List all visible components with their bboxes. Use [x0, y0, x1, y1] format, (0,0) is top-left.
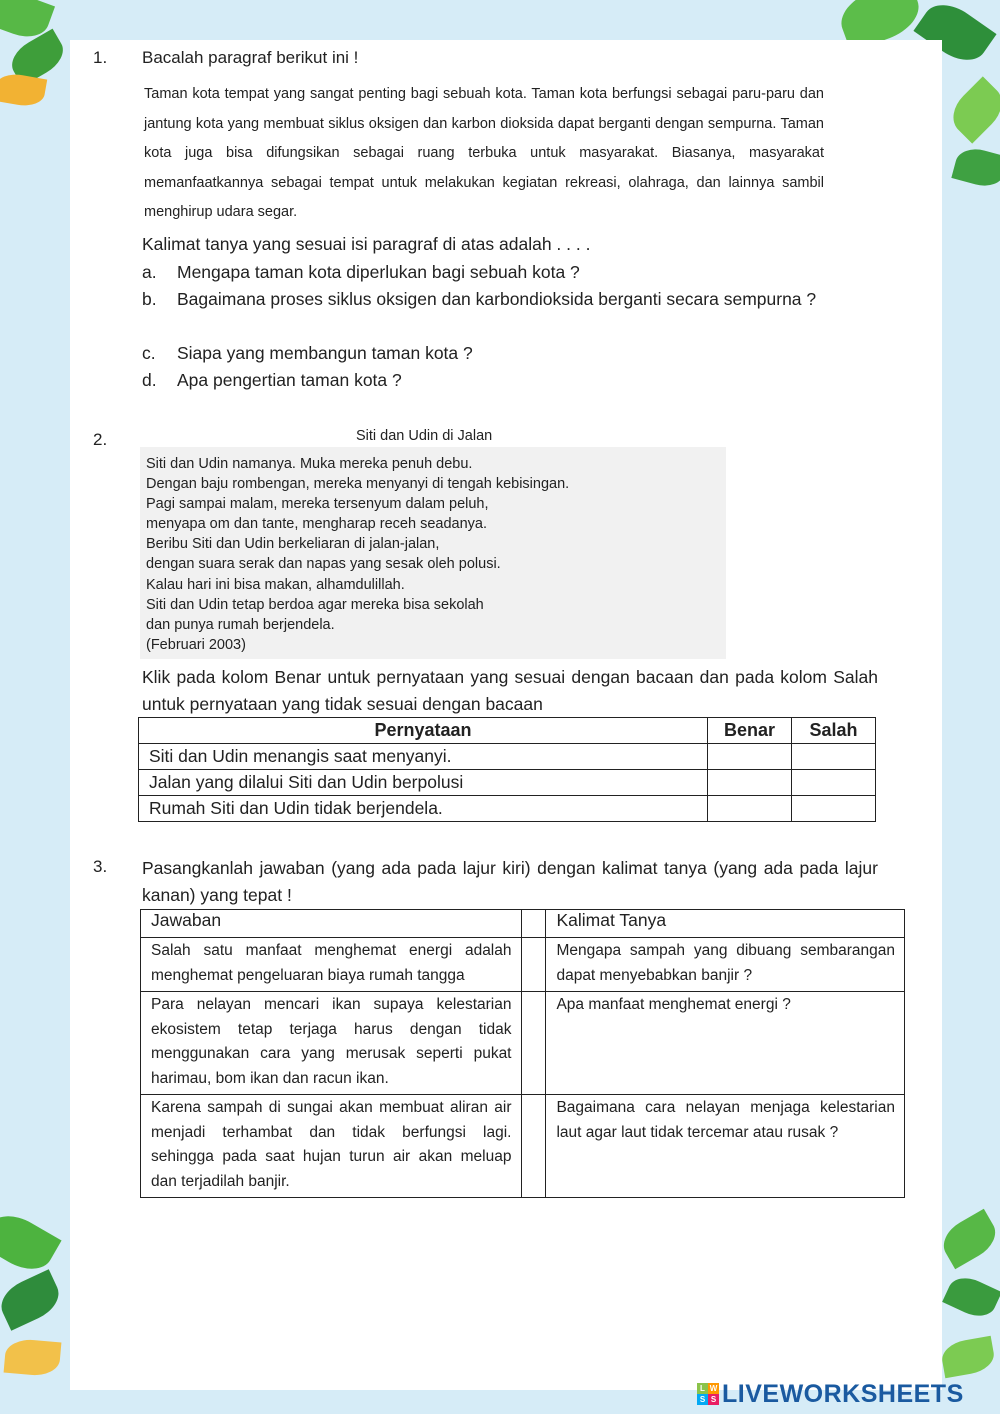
poem-box [140, 447, 726, 659]
match-slot-3[interactable] [521, 1095, 546, 1198]
option-d-text: Apa pengertian taman kota ? [177, 370, 402, 390]
matching-table [140, 909, 905, 1198]
statement-3: Rumah Siti dan Udin tidak berjendela. [139, 796, 708, 822]
header-kalimat-tanya: Kalimat Tanya [546, 910, 905, 938]
header-salah: Salah [792, 718, 876, 744]
statement-1: Siti dan Udin menangis saat menyanyi. [139, 744, 708, 770]
question-2-instruction: Klik pada kolom Benar untuk pernyataan yang sesuai dengan bacaan dan pada kolom Salah untuk pernyataan yang tidak sesuai dengan bacaan [142, 667, 878, 714]
question-1-paragraph: Taman kota tempat yang sangat penting bagi sebuah kota. Taman kota berfungsi sebagai paru-paru dan jantung kota yang membuat siklus oksigen dan karbon dioksida dapat berganti dengan sempurna. Taman kota juga bisa difungsikan sebagai ruang terbuka untuk masyarakat. Biasanya, masyarakat memanfaatkannya sebagai tempat untuk melakukan kegiatan rekreasi, olahraga, dan lainnya sambil menghirup udara segar. [144, 86, 824, 220]
poem-line: Dengan baju rombengan, mereka menyanyi di tengah kebisingan. [146, 476, 570, 493]
question-1-question: Kalimat tanya yang sesuai isi paragraf di atas adalah . . . . [142, 234, 591, 254]
poem-line: Pagi sampai malam, mereka tersenyum dalam peluh, [146, 496, 489, 513]
table-row [141, 992, 905, 1095]
option-b-text: Bagaimana proses siklus oksigen dan karbondioksida berganti secara sempurna ? [177, 289, 817, 309]
poem-title: Siti dan Udin di Jalan [356, 428, 493, 444]
match-slot-2[interactable] [521, 992, 546, 1095]
question-1-number: 1. [93, 48, 108, 67]
option-c-letter: c. [142, 343, 156, 363]
table-row [139, 796, 876, 822]
option-d[interactable] [142, 367, 878, 394]
kalimat-tanya-3[interactable]: Bagaimana cara nelayan menjaga kelestarian laut agar laut tidak tercemar atau rusak ? [546, 1095, 905, 1198]
poem-date: (Februari 2003) [146, 636, 246, 653]
poem-line: menyapa om dan tante, mengharap receh seadanya. [146, 516, 487, 533]
logo-mark-letter: L [697, 1383, 708, 1394]
salah-cell-3[interactable] [792, 796, 876, 822]
header-jawaban: Jawaban [141, 910, 522, 938]
liveworksheets-logo [697, 1379, 964, 1409]
option-d-letter: d. [142, 370, 157, 390]
poem-line: dan punya rumah berjendela. [146, 616, 335, 633]
option-a[interactable] [142, 259, 878, 286]
question-3-instruction: Pasangkanlah jawaban (yang ada pada lajur kiri) dengan kalimat tanya (yang ada pada lajur kanan) yang tepat ! [142, 858, 878, 905]
logo-mark-letter: W [709, 1384, 718, 1393]
table-row [139, 770, 876, 796]
benar-cell-1[interactable] [708, 744, 792, 770]
logo-mark-letter: S [697, 1394, 708, 1405]
question-3-number: 3. [93, 857, 108, 876]
poem-line: Siti dan Udin namanya. Muka mereka penuh debu. [146, 456, 473, 472]
poem-line: dengan suara serak dan napas yang sesak oleh polusi. [146, 556, 501, 573]
benar-cell-3[interactable] [708, 796, 792, 822]
option-b-letter: b. [142, 289, 157, 309]
logo-mark-letter: S [708, 1394, 719, 1405]
question-2-number: 2. [93, 430, 108, 449]
kalimat-tanya-2[interactable]: Apa manfaat menghemat energi ? [546, 992, 905, 1095]
header-benar: Benar [708, 718, 792, 744]
table-row [139, 744, 876, 770]
poem-line: Beribu Siti dan Udin berkeliaran di jalan-jalan, [146, 536, 440, 553]
option-a-letter: a. [142, 262, 157, 282]
benar-cell-2[interactable] [708, 770, 792, 796]
option-b[interactable] [142, 286, 878, 313]
question-1-instruction: Bacalah paragraf berikut ini ! [142, 48, 359, 67]
kalimat-tanya-1[interactable]: Mengapa sampah yang dibuang sembarangan dapat menyebabkan banjir ? [546, 938, 905, 992]
jawaban-2[interactable]: Para nelayan mencari ikan supaya kelestarian ekosistem tetap terjaga harus dengan tidak menggunakan cara yang merusak seperti pukat harimau, bom ikan dan racun ikan. [141, 992, 522, 1095]
salah-cell-2[interactable] [792, 770, 876, 796]
option-a-text: Mengapa taman kota diperlukan bagi sebuah kota ? [177, 262, 580, 282]
option-c[interactable] [142, 340, 878, 367]
statement-2: Jalan yang dilalui Siti dan Udin berpolusi [139, 770, 708, 796]
salah-cell-1[interactable] [792, 744, 876, 770]
brand-name: LIVEWORKSHEETS [722, 1379, 964, 1408]
background-decoration-top-left [0, 0, 70, 130]
logo-mark-icon [697, 1383, 719, 1405]
background-decoration-bottom-left [0, 1210, 70, 1414]
jawaban-1[interactable]: Salah satu manfaat menghemat energi adalah menghemat pengeluaran biaya rumah tangga [141, 938, 522, 992]
true-false-table [138, 717, 876, 822]
option-c-text: Siapa yang membangun taman kota ? [177, 343, 473, 363]
table-row [141, 938, 905, 992]
table-row [141, 1095, 905, 1198]
header-pernyataan: Pernyataan [139, 718, 708, 744]
poem-line: Siti dan Udin tetap berdoa agar mereka bisa sekolah [146, 596, 484, 613]
match-slot-1[interactable] [521, 938, 546, 992]
jawaban-3[interactable]: Karena sampah di sungai akan membuat aliran air menjadi terhambat dan tidak berfungsi lagi. sehingga pada saat hujan turun air akan meluap dan terjadilah banjir. [141, 1095, 522, 1198]
poem-line: Kalau hari ini bisa makan, alhamdulillah. [146, 576, 405, 593]
header-spacer [521, 910, 546, 938]
